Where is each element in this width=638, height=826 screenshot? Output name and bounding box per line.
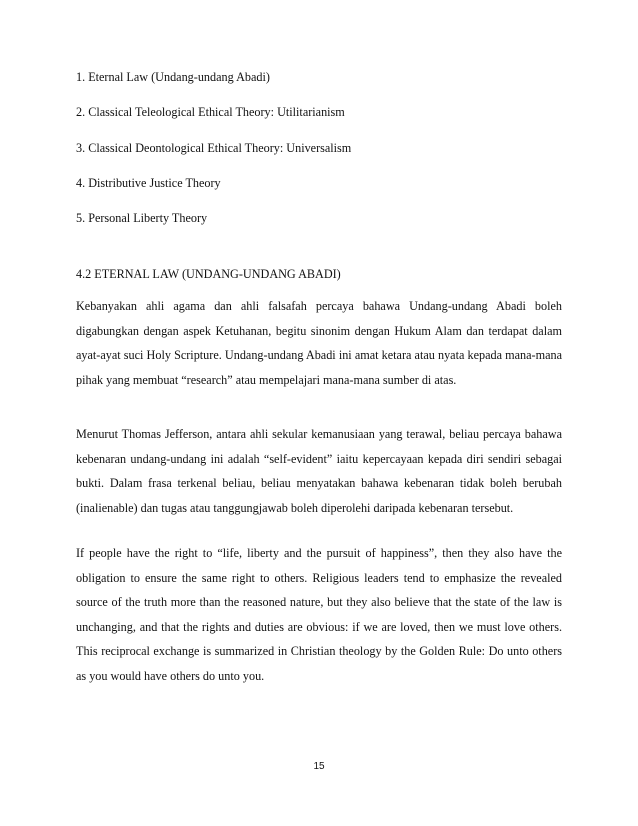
paragraph-golden-rule: If people have the right to “life, liberty and the pursuit of happiness”, then they also have the obligation to ensure the same right to others. Religious leaders tend to emphasize the revealed source of the truth more than the reasoned nature, but they also believe that the state of the law is unchanging, and that the rights and duties are obvious: if we are loved, then we must love others. This reciprocal exchange is summarized in Christian theology by the Golden Rule: Do unto others as you would have others do unto you. — [76, 546, 562, 683]
paragraph-eternal-law: Kebanyakan ahli agama dan ahli falsafah percaya bahawa Undang-undang Abadi boleh digabungkan dengan aspek Ketuhanan, begitu sinonim dengan Hukum Alam dan terdapat dalam ayat-ayat suci Holy Scripture. Undang-undang Abadi ini amat ketara atau nyata kepada mana-mana pihak yang membuat “research” atau mempelajari mana-mana sumber di atas. — [76, 299, 562, 387]
list-item: 4. Distributive Justice Theory — [76, 175, 221, 190]
page-number: 15 — [313, 761, 325, 772]
theory-list — [76, 70, 576, 246]
list-item: 5. Personal Liberty Theory — [76, 211, 208, 226]
list-item: 3. Classical Deontological Ethical Theory: Universalism — [76, 140, 352, 155]
section-heading: 4.2 ETERNAL LAW (UNDANG-UNDANG ABADI) — [76, 267, 341, 281]
list-item: 1. Eternal Law (Undang-undang Abadi) — [76, 70, 270, 84]
list-item: 2. Classical Teleological Ethical Theory: Utilitarianism — [76, 105, 345, 120]
paragraph-jefferson: Menurut Thomas Jefferson, antara ahli sekular kemanusiaan yang terawal, beliau percaya bahawa kebenaran undang-undang ini adalah “self-evident” iaitu kepercayaan kepada diri sendiri sebagai bukti. Dalam frasa terkenal beliau, beliau menyatakan bahawa kebenaran tidak boleh berubah (inalienable) dan tugas atau tanggungjawab boleh diperolehi daripada kebenaran tersebut. — [76, 427, 562, 515]
